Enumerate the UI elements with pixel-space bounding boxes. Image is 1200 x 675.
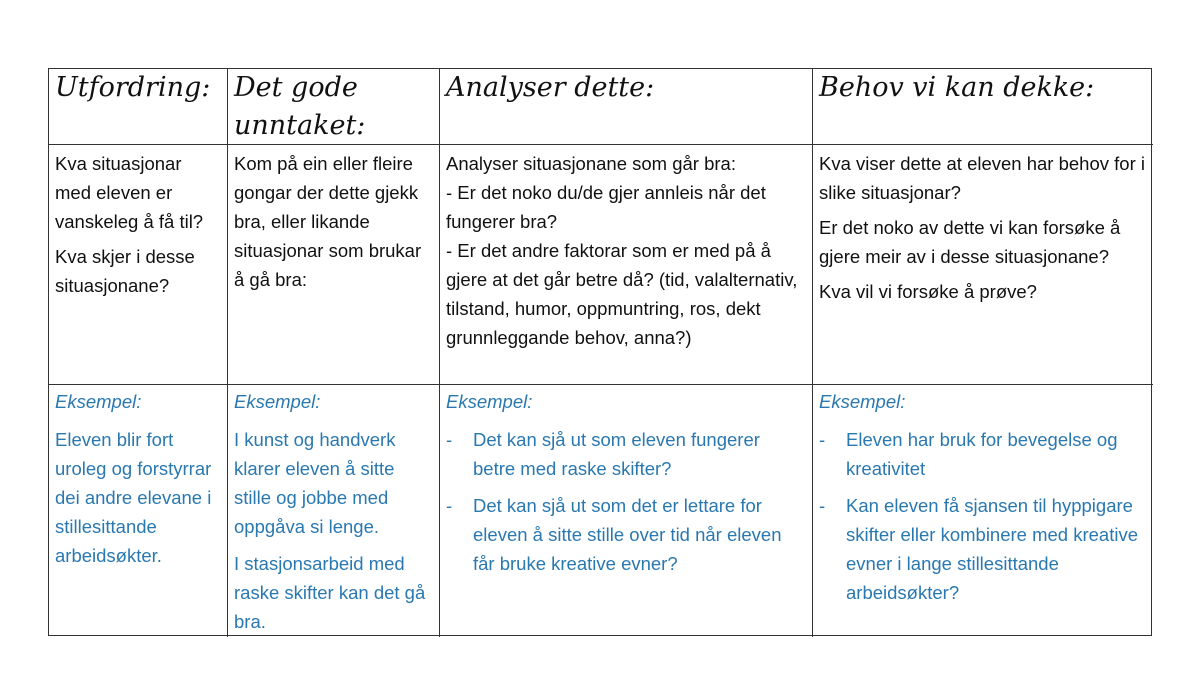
question-text: Kom på ein eller fleire gongar der dette gjekk bra, eller likande situasjonar som brukar å gå bra: — [234, 153, 422, 290]
question-text: Kva vil vi forsøke å prøve? — [819, 281, 1037, 302]
header-det-gode-unntaket — [228, 69, 440, 145]
header-behov — [813, 69, 1153, 145]
header-text: Utfordring: — [55, 72, 211, 103]
question-text: Kva viser dette at eleven har behov for i slike situasjonar? — [819, 153, 1145, 203]
example-label: Eksempel: — [446, 391, 533, 412]
example-cell-unntaket — [228, 385, 440, 637]
example-cell-behov — [813, 385, 1153, 637]
example-list — [446, 425, 806, 578]
question-text: Er det noko av dette vi kan forsøke å gjere meir av i desse situasjonane? — [819, 217, 1121, 267]
list-item — [819, 425, 1147, 483]
list-item — [819, 491, 1147, 607]
example-cell-analyser — [440, 385, 813, 637]
question-text: Kva situasjonar med eleven er vanskeleg å få til? — [55, 153, 204, 232]
strategy-table — [48, 68, 1152, 636]
analysis-line: - Er det noko du/de gjer annleis når det fungerer bra? — [446, 182, 766, 232]
header-text: Analyser dette: — [446, 72, 655, 103]
dash-bullet: - — [819, 495, 826, 516]
analysis-intro: Analyser situasjonane som går bra: — [446, 153, 736, 174]
example-label: Eksempel: — [55, 391, 142, 412]
list-item-text: Kan eleven få sjansen til hyppigare skifter eller kombinere med kreative evner i lange stillesittande arbeidsøkter? — [846, 495, 1138, 603]
question-cell-behov — [813, 145, 1153, 385]
dash-bullet: - — [819, 429, 826, 450]
list-item-text: Eleven har bruk for bevegelse og kreativitet — [846, 429, 1118, 479]
example-text: I kunst og handverk klarer eleven å sitte stille og jobbe med oppgåva si lenge. — [234, 429, 396, 537]
example-cell-utfordring — [49, 385, 228, 637]
header-utfordring — [49, 69, 228, 145]
dash-bullet: - — [446, 429, 453, 450]
question-cell-analyser — [440, 145, 813, 385]
dash-bullet: - — [446, 495, 453, 516]
header-text: Behov vi kan dekke: — [819, 72, 1095, 103]
example-text: I stasjonsarbeid med raske skifter kan det gå bra. — [234, 553, 426, 632]
list-item-text: Det kan sjå ut som eleven fungerer betre med raske skifter? — [473, 429, 760, 479]
question-cell-unntaket — [228, 145, 440, 385]
example-list — [819, 425, 1147, 607]
list-item-text: Det kan sjå ut som det er lettare for eleven å sitte stille over tid når eleven får bruke kreative evner? — [473, 495, 782, 574]
question-text: Kva skjer i desse situasjonane? — [55, 246, 195, 296]
question-cell-utfordring — [49, 145, 228, 385]
list-item — [446, 491, 806, 578]
example-text: Eleven blir fort uroleg og forstyrrar dei andre elevane i stillesittande arbeidsøkter. — [55, 429, 212, 566]
example-label: Eksempel: — [234, 391, 321, 412]
analysis-line: - Er det andre faktorar som er med på å gjere at det går betre då? (tid, valalternativ, tilstand, humor, oppmuntring, ros, dekt grunnleggande behov, anna?) — [446, 240, 798, 348]
header-analyser-dette — [440, 69, 813, 145]
example-label: Eksempel: — [819, 391, 906, 412]
header-text: Det gode unntaket: — [234, 72, 366, 141]
list-item — [446, 425, 806, 483]
